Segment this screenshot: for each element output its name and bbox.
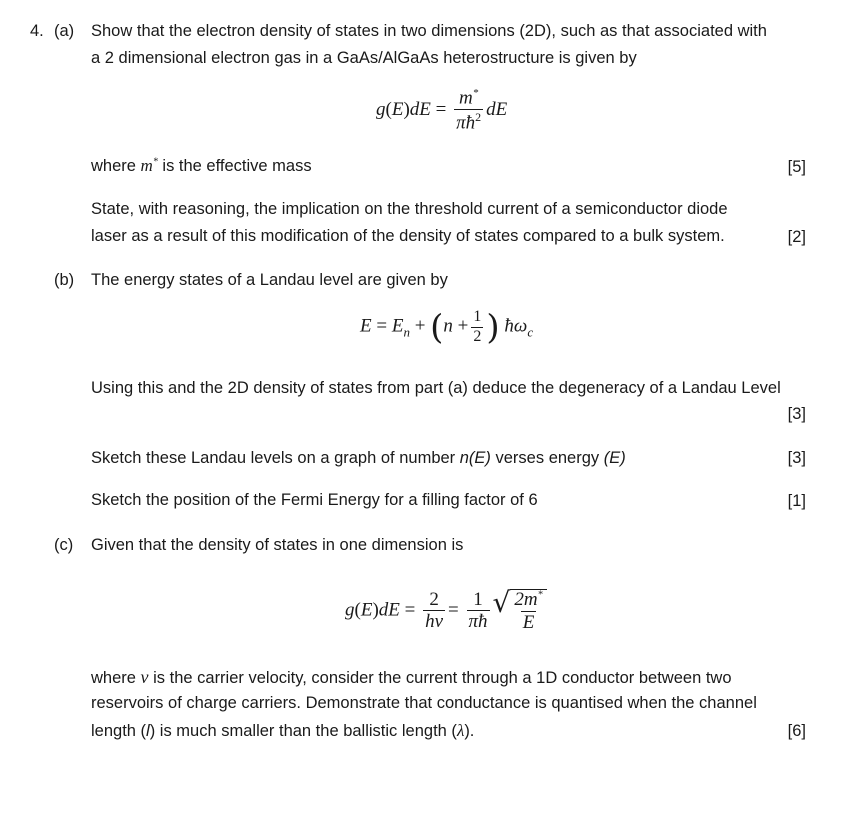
part-c-line-2: reservoirs of charge carriers. Demonstrate that conductance is quantised when the channel [91, 694, 757, 712]
part-b-using-line: Using this and the 2D density of states from part (a) deduce the degeneracy of a Landau Level [91, 379, 781, 397]
part-b-marks-3: [1] [787, 492, 806, 510]
question-number: 4. [30, 22, 44, 40]
equation-landau-levels: $E = E_n + (n$ + $\frac{1}{2}$ ) $ħ\omega_c$ [360, 307, 534, 348]
part-c-where-line: where v is the carrier velocity, consider the current through a 1D conductor between two [91, 667, 732, 687]
part-a-where: where m* is the effective mass [91, 156, 312, 175]
part-a-label: (a) [54, 22, 75, 40]
part-a-marks-1: [5] [787, 158, 806, 176]
part-b-label: (b) [54, 271, 75, 289]
part-c-intro: Given that the density of states in one dimension is [91, 536, 464, 554]
part-b-marks-1: [3] [787, 405, 806, 423]
part-a-state-line-2: laser as a result of this modification of the density of states compared to a bulk system. [91, 227, 725, 245]
part-c-label: (c) [54, 536, 74, 554]
equation-2d-dos: g(E)dE = $\frac{m^*}{\pi ħ^2}$ dE [376, 87, 508, 134]
part-b-sketch-2: Sketch the position of the Fermi Energy for a filling factor of 6 [91, 491, 538, 509]
part-b-marks-2: [3] [787, 449, 806, 467]
part-a-state-line-1: State, with reasoning, the implication on the threshold current of a semiconductor diode [91, 200, 728, 218]
part-a-marks-2: [2] [787, 228, 806, 246]
part-c-marks: [6] [787, 722, 806, 740]
part-a-line-2: a 2 dimensional electron gas in a GaAs/AlGaAs heterostructure is given by [91, 49, 637, 67]
part-c-line-3: length (l) is much smaller than the ballistic length (λ). [91, 721, 475, 740]
equation-1d-dos: g(E)dE = $\frac{2}{hv}$ = $\frac{1}{\pi ħ}$ √ $\frac{2m^*}{E}$ [345, 589, 547, 633]
part-a-line-1: Show that the electron density of states in two dimensions (2D), such as that associated with [91, 22, 767, 40]
part-b-sketch-1: Sketch these Landau levels on a graph of number n(E) verses energy (E) [91, 449, 626, 467]
part-b-intro: The energy states of a Landau level are given by [91, 271, 448, 289]
